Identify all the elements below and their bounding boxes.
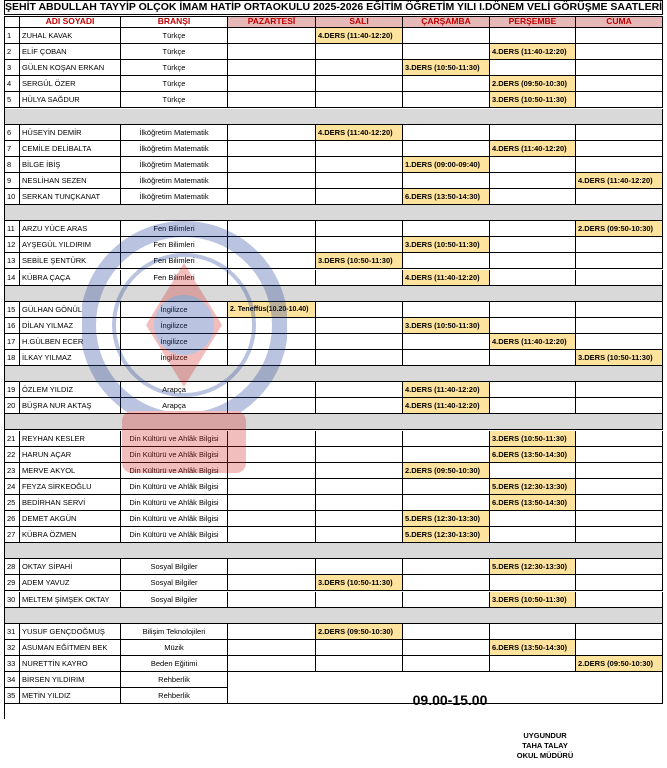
meeting-slot	[228, 76, 316, 92]
teacher-name: ARZU YÜCE ARAS	[20, 221, 121, 237]
meeting-slot	[316, 527, 403, 543]
meeting-slot	[576, 253, 663, 269]
meeting-slot: 2.DERS (09:50-10:30)	[316, 624, 403, 640]
meeting-slot: 3.DERS (10:50-11:30)	[316, 253, 403, 269]
teacher-subject: Sosyal Bilgiler	[121, 575, 228, 591]
meeting-slot	[228, 479, 316, 495]
header-day: CUMA	[576, 16, 663, 28]
meeting-slot	[490, 527, 576, 543]
meeting-slot	[490, 463, 576, 479]
teacher-subject: İlköğretim Matematik	[121, 141, 228, 157]
meeting-slot	[316, 76, 403, 92]
meeting-slot: 2.DERS (09:50-10:30)	[576, 221, 663, 237]
row-number: 15	[4, 302, 20, 318]
meeting-slot	[576, 141, 663, 157]
signature-name: TAHA TALAY	[522, 741, 568, 750]
meeting-slot	[490, 318, 576, 334]
meeting-slot	[316, 640, 403, 656]
meeting-slot	[576, 479, 663, 495]
meeting-slot	[403, 495, 490, 511]
meeting-slot	[228, 60, 316, 76]
row-number: 25	[4, 495, 20, 511]
meeting-slot	[316, 334, 403, 350]
meeting-slot	[576, 334, 663, 350]
meeting-slot: 5.DERS (12:30-13:30)	[403, 527, 490, 543]
teacher-name: HÜSEYİN DEMİR	[20, 125, 121, 141]
meeting-slot	[576, 60, 663, 76]
meeting-slot	[490, 302, 576, 318]
group-separator	[4, 109, 663, 125]
teacher-name: METİN YILDIZ	[20, 688, 121, 704]
row-number: 6	[4, 125, 20, 141]
meeting-slot: 3.DERS (10:50-11:30)	[316, 575, 403, 591]
teacher-subject: Bilişim Teknolojileri	[121, 624, 228, 640]
meeting-slot	[316, 92, 403, 108]
teacher-name: OKTAY SİPAHİ	[20, 559, 121, 575]
meeting-slot	[316, 511, 403, 527]
teacher-name: KÜBRA ÇAÇA	[20, 270, 121, 286]
meeting-slot	[228, 318, 316, 334]
meeting-slot	[490, 173, 576, 189]
meeting-slot: 5.DERS (12:30-13:30)	[403, 511, 490, 527]
teacher-subject: İlköğretim Matematik	[121, 173, 228, 189]
teacher-subject: Din Kültürü ve Ahlâk Bilgisi	[121, 495, 228, 511]
meeting-slot	[576, 382, 663, 398]
teacher-name: MELTEM ŞİMŞEK OKTAY	[20, 592, 121, 608]
page-title: ŞEHİT ABDULLAH TAYYİP OLÇOK İMAM HATİP ORTAOKULU 2025-2026 EĞİTİM ÖĞRETİM YILI I.DÖNEM VELİ GÖRÜŞME SAATLERİ	[5, 1, 663, 13]
teacher-subject: İngilizce	[121, 302, 228, 318]
meeting-slot	[403, 624, 490, 640]
meeting-slot: 6.DERS (13:50-14:30)	[490, 495, 576, 511]
meeting-slot	[403, 92, 490, 108]
meeting-slot	[403, 76, 490, 92]
teacher-name: MERVE AKYOL	[20, 463, 121, 479]
meeting-slot	[228, 575, 316, 591]
meeting-slot	[490, 157, 576, 173]
header-no	[4, 16, 20, 28]
meeting-slot	[576, 559, 663, 575]
meeting-slot	[576, 592, 663, 608]
meeting-slot	[403, 575, 490, 591]
meeting-slot	[576, 495, 663, 511]
meeting-slot	[403, 350, 490, 366]
meeting-slot	[228, 559, 316, 575]
meeting-slot	[228, 157, 316, 173]
row-number: 34	[4, 672, 20, 688]
meeting-slot	[316, 221, 403, 237]
row-number: 24	[4, 479, 20, 495]
meeting-slot: 3.DERS (10:50-11:30)	[490, 431, 576, 447]
meeting-slot	[490, 270, 576, 286]
meeting-slot	[490, 624, 576, 640]
row-number: 29	[4, 575, 20, 591]
teacher-subject: Din Kültürü ve Ahlâk Bilgisi	[121, 511, 228, 527]
row-number: 17	[4, 334, 20, 350]
row-number: 23	[4, 463, 20, 479]
meeting-slot	[490, 382, 576, 398]
meeting-slot	[316, 479, 403, 495]
meeting-slot	[490, 656, 576, 672]
meeting-slot	[576, 125, 663, 141]
row-number: 32	[4, 640, 20, 656]
meeting-slot	[228, 382, 316, 398]
meeting-slot	[403, 221, 490, 237]
row-number: 3	[4, 60, 20, 76]
teacher-subject: Din Kültürü ve Ahlâk Bilgisi	[121, 431, 228, 447]
teacher-name: AYŞEGÜL YILDIRIM	[20, 237, 121, 253]
meeting-slot: 4.DERS (11:40-12:20)	[403, 398, 490, 414]
row-number: 5	[4, 92, 20, 108]
meeting-slot	[228, 527, 316, 543]
meeting-slot	[228, 624, 316, 640]
row-number: 35	[4, 688, 20, 704]
row-number: 4	[4, 76, 20, 92]
meeting-slot	[316, 318, 403, 334]
meeting-slot	[228, 125, 316, 141]
meeting-slot	[228, 92, 316, 108]
meeting-slot	[490, 575, 576, 591]
teacher-name: KÜBRA ÖZMEN	[20, 527, 121, 543]
teacher-name: SERGÜL ÖZER	[20, 76, 121, 92]
teacher-name: ÖZLEM YILDIZ	[20, 382, 121, 398]
meeting-slot	[576, 157, 663, 173]
meeting-slot	[316, 382, 403, 398]
meeting-slot: 2.DERS (09:50-10:30)	[576, 656, 663, 672]
teacher-name: SERKAN TUNÇKANAT	[20, 189, 121, 205]
meeting-slot	[403, 447, 490, 463]
header-brans: BRANŞI	[121, 16, 228, 28]
group-separator	[4, 205, 663, 221]
teacher-subject: Türkçe	[121, 60, 228, 76]
row-number: 31	[4, 624, 20, 640]
meeting-slot	[576, 431, 663, 447]
teacher-subject: Sosyal Bilgiler	[121, 559, 228, 575]
meeting-slot	[576, 44, 663, 60]
meeting-slot	[228, 270, 316, 286]
meeting-slot: 3.DERS (10:50-11:30)	[576, 350, 663, 366]
meeting-slot	[228, 431, 316, 447]
meeting-slot	[228, 592, 316, 608]
meeting-slot	[316, 431, 403, 447]
signature-block	[480, 731, 610, 761]
meeting-slot	[490, 511, 576, 527]
row-number: 20	[4, 398, 20, 414]
rehberlik-hours: 09.00-15.00	[412, 692, 488, 708]
meeting-slot	[403, 141, 490, 157]
row-number: 27	[4, 527, 20, 543]
meeting-slot	[576, 575, 663, 591]
meeting-slot: 3.DERS (10:50-11:30)	[403, 237, 490, 253]
meeting-slot	[228, 141, 316, 157]
teacher-name: DİLAN YILMAZ	[20, 318, 121, 334]
meeting-slot	[403, 28, 490, 44]
teacher-name: REYHAN KESLER	[20, 431, 121, 447]
row-number: 18	[4, 350, 20, 366]
meeting-slot	[576, 302, 663, 318]
group-separator	[4, 366, 663, 382]
group-separator	[4, 286, 663, 302]
meeting-slot: 4.DERS (11:40-12:20)	[490, 141, 576, 157]
meeting-slot	[490, 237, 576, 253]
teacher-name: ADEM YAVUZ	[20, 575, 121, 591]
meeting-slot	[403, 253, 490, 269]
teacher-subject: İlköğretim Matematik	[121, 125, 228, 141]
row-number: 2	[4, 44, 20, 60]
meeting-slot: 2. Teneffüs(10.20-10.40)	[228, 302, 316, 318]
meeting-slot	[316, 60, 403, 76]
teacher-subject: Türkçe	[121, 92, 228, 108]
teacher-name: BEDİRHAN SERVİ	[20, 495, 121, 511]
teacher-name: ASUMAN EĞİTMEN BEK	[20, 640, 121, 656]
meeting-slot	[490, 398, 576, 414]
teacher-subject: İngilizce	[121, 350, 228, 366]
teacher-subject: Beden Eğitimi	[121, 656, 228, 672]
meeting-slot	[403, 592, 490, 608]
meeting-slot	[316, 141, 403, 157]
row-number: 16	[4, 318, 20, 334]
row-number: 13	[4, 253, 20, 269]
meeting-slot: 3.DERS (10:50-11:30)	[403, 318, 490, 334]
meeting-slot	[490, 60, 576, 76]
teacher-name: DEMET AKGÜN	[20, 511, 121, 527]
teacher-name: ELİF ÇOBAN	[20, 44, 121, 60]
meeting-slot: 6.DERS (13:50-14:30)	[403, 189, 490, 205]
meeting-slot	[228, 28, 316, 44]
teacher-subject: Din Kültürü ve Ahlâk Bilgisi	[121, 463, 228, 479]
meeting-slot	[228, 640, 316, 656]
header-day: ÇARŞAMBA	[403, 16, 490, 28]
meeting-slot: 1.DERS (09:00-09:40)	[403, 157, 490, 173]
meeting-slot	[316, 447, 403, 463]
meeting-slot: 4.DERS (11:40-12:20)	[316, 125, 403, 141]
meeting-slot: 6.DERS (13:50-14:30)	[490, 640, 576, 656]
meeting-slot	[403, 656, 490, 672]
row-number: 28	[4, 559, 20, 575]
meeting-slot: 5.DERS (12:30-13:30)	[490, 559, 576, 575]
teacher-name: ZUHAL KAVAK	[20, 28, 121, 44]
row-number: 8	[4, 157, 20, 173]
teacher-subject: Fen Bilimleri	[121, 221, 228, 237]
meeting-slot	[316, 302, 403, 318]
meeting-slot	[316, 495, 403, 511]
teacher-name: HÜLYA SAĞDUR	[20, 92, 121, 108]
meeting-slot	[228, 237, 316, 253]
meeting-slot	[576, 511, 663, 527]
teacher-name: GÜLEN KOŞAN ERKAN	[20, 60, 121, 76]
teacher-name: BİLGE İBİŞ	[20, 157, 121, 173]
signature-title: OKUL MÜDÜRÜ	[516, 751, 574, 760]
meeting-slot	[228, 189, 316, 205]
teacher-name: CEMİLE DELİBALTA	[20, 141, 121, 157]
meeting-slot: 3.DERS (10:50-11:30)	[490, 592, 576, 608]
meeting-slot	[490, 350, 576, 366]
meeting-slot	[490, 221, 576, 237]
meeting-slot	[576, 237, 663, 253]
meeting-slot	[228, 656, 316, 672]
meeting-slot	[576, 398, 663, 414]
teacher-name: NURETTİN KAYRO	[20, 656, 121, 672]
meeting-slot	[228, 447, 316, 463]
teacher-subject: Türkçe	[121, 76, 228, 92]
meeting-slot: 4.DERS (11:40-12:20)	[403, 270, 490, 286]
header-name: ADI SOYADI	[20, 16, 121, 28]
meeting-slot: 4.DERS (11:40-12:20)	[490, 334, 576, 350]
meeting-slot: 3.DERS (10:50-11:30)	[490, 92, 576, 108]
meeting-slot	[403, 559, 490, 575]
meeting-slot	[316, 189, 403, 205]
meeting-slot	[316, 44, 403, 60]
teacher-subject: Fen Bilimleri	[121, 270, 228, 286]
meeting-slot	[576, 624, 663, 640]
meeting-slot	[228, 350, 316, 366]
signature-approval: UYGUNDUR	[523, 731, 567, 740]
teacher-name: İLKAY YILMAZ	[20, 350, 121, 366]
meeting-slot	[403, 44, 490, 60]
meeting-slot	[228, 463, 316, 479]
row-number: 22	[4, 447, 20, 463]
meeting-slot	[403, 640, 490, 656]
group-separator	[4, 543, 663, 559]
meeting-slot	[576, 463, 663, 479]
teacher-subject: Arapça	[121, 382, 228, 398]
meeting-slot	[316, 350, 403, 366]
meeting-slot	[316, 398, 403, 414]
teacher-subject: İngilizce	[121, 318, 228, 334]
header-day: PAZARTESİ	[228, 16, 316, 28]
meeting-slot	[228, 495, 316, 511]
meeting-slot	[316, 270, 403, 286]
meeting-slot	[403, 302, 490, 318]
row-number: 33	[4, 656, 20, 672]
meeting-slot	[316, 656, 403, 672]
meeting-slot	[403, 125, 490, 141]
meeting-slot	[316, 173, 403, 189]
meeting-slot	[490, 189, 576, 205]
meeting-slot	[490, 125, 576, 141]
meeting-slot	[576, 270, 663, 286]
meeting-slot	[228, 44, 316, 60]
meeting-slot	[576, 527, 663, 543]
meeting-slot	[403, 431, 490, 447]
teacher-subject: Din Kültürü ve Ahlâk Bilgisi	[121, 447, 228, 463]
teacher-name: H.GÜLBEN ECER	[20, 334, 121, 350]
meeting-slot	[576, 92, 663, 108]
row-number: 12	[4, 237, 20, 253]
meeting-slot	[228, 173, 316, 189]
teacher-subject: Rehberlik	[121, 688, 228, 704]
row-number: 1	[4, 28, 20, 44]
meeting-slot: 2.DERS (09:50-10:30)	[490, 76, 576, 92]
row-number: 19	[4, 382, 20, 398]
teacher-subject: İngilizce	[121, 334, 228, 350]
meeting-slot: 2.DERS (09:50-10:30)	[403, 463, 490, 479]
schedule-table	[4, 16, 663, 719]
meeting-slot: 4.DERS (11:40-12:20)	[576, 173, 663, 189]
teacher-subject: Din Kültürü ve Ahlâk Bilgisi	[121, 479, 228, 495]
meeting-slot	[576, 189, 663, 205]
teacher-subject: Din Kültürü ve Ahlâk Bilgisi	[121, 527, 228, 543]
teacher-subject: Fen Bilimleri	[121, 237, 228, 253]
meeting-slot	[228, 253, 316, 269]
meeting-slot	[490, 253, 576, 269]
header-day: PERŞEMBE	[490, 16, 576, 28]
row-number: 26	[4, 511, 20, 527]
teacher-name: BİRSEN YILDIRIM	[20, 672, 121, 688]
group-separator	[4, 608, 663, 624]
meeting-slot	[316, 237, 403, 253]
teacher-name: YUSUF GENÇDOĞMUŞ	[20, 624, 121, 640]
teacher-name: HARUN AÇAR	[20, 447, 121, 463]
teacher-subject: İlköğretim Matematik	[121, 157, 228, 173]
meeting-slot: 4.DERS (11:40-12:20)	[316, 28, 403, 44]
meeting-slot	[576, 28, 663, 44]
row-number: 9	[4, 173, 20, 189]
meeting-slot	[403, 334, 490, 350]
row-number: 21	[4, 431, 20, 447]
meeting-slot	[228, 334, 316, 350]
meeting-slot: 4.DERS (11:40-12:20)	[403, 382, 490, 398]
meeting-slot	[228, 221, 316, 237]
meeting-slot: 6.DERS (13:50-14:30)	[490, 447, 576, 463]
meeting-slot	[316, 157, 403, 173]
teacher-name: BÜŞRA NUR AKTAŞ	[20, 398, 121, 414]
teacher-subject: Türkçe	[121, 28, 228, 44]
row-number: 14	[4, 270, 20, 286]
row-number: 30	[4, 592, 20, 608]
teacher-subject: İlköğretim Matematik	[121, 189, 228, 205]
teacher-name: FEYZA SİRKEOĞLU	[20, 479, 121, 495]
header-day: SALI	[316, 16, 403, 28]
teacher-subject: Rehberlik	[121, 672, 228, 688]
meeting-slot	[316, 559, 403, 575]
meeting-slot	[576, 447, 663, 463]
meeting-slot: 4.DERS (11:40-12:20)	[490, 44, 576, 60]
teacher-subject: Müzik	[121, 640, 228, 656]
meeting-slot	[403, 173, 490, 189]
teacher-name: SEBİLE ŞENTÜRK	[20, 253, 121, 269]
meeting-slot	[403, 479, 490, 495]
group-separator	[4, 414, 663, 430]
teacher-subject: Türkçe	[121, 44, 228, 60]
meeting-slot	[316, 592, 403, 608]
row-number: 11	[4, 221, 20, 237]
meeting-slot: 5.DERS (12:30-13:30)	[490, 479, 576, 495]
teacher-name: NESLİHAN SEZEN	[20, 173, 121, 189]
row-number: 7	[4, 141, 20, 157]
meeting-slot	[228, 398, 316, 414]
meeting-slot	[490, 28, 576, 44]
meeting-slot: 3.DERS (10:50-11:30)	[403, 60, 490, 76]
meeting-slot	[316, 463, 403, 479]
meeting-slot	[576, 76, 663, 92]
teacher-subject: Sosyal Bilgiler	[121, 592, 228, 608]
meeting-slot	[576, 318, 663, 334]
teacher-subject: Fen Bilimleri	[121, 253, 228, 269]
teacher-name: GÜLHAN GÖNÜL	[20, 302, 121, 318]
meeting-slot	[228, 511, 316, 527]
meeting-slot	[576, 640, 663, 656]
row-number: 10	[4, 189, 20, 205]
teacher-subject: Arapça	[121, 398, 228, 414]
